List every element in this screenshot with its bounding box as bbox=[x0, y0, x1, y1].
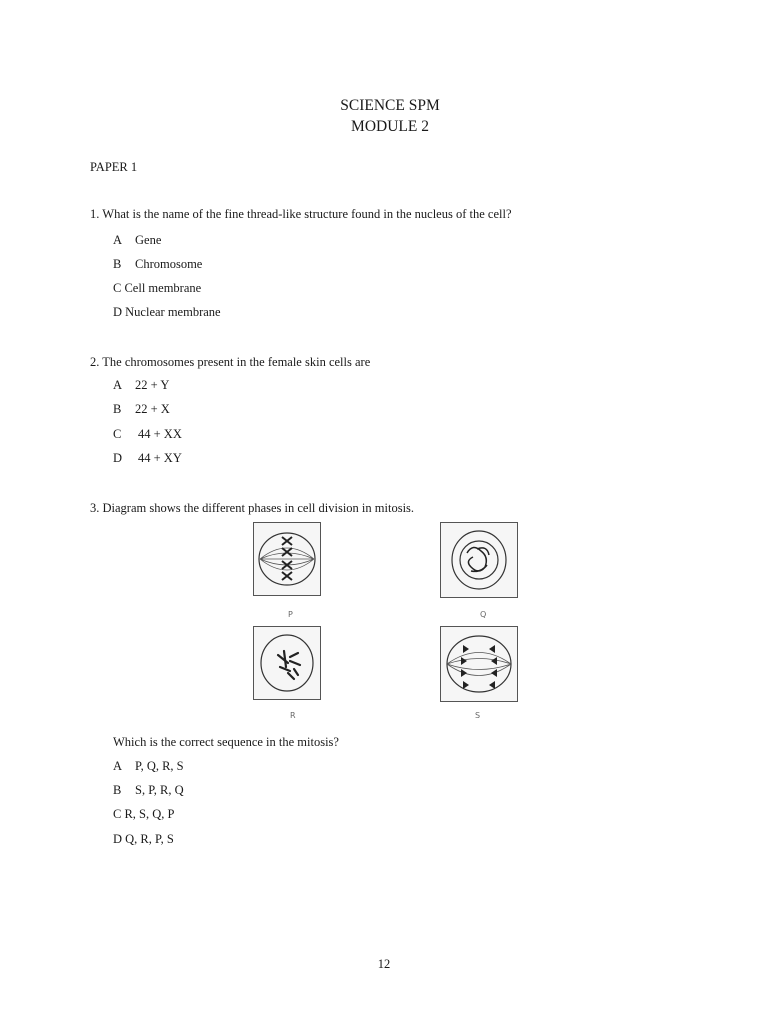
prophase-drawing bbox=[441, 523, 517, 597]
option-text: 22 + X bbox=[135, 402, 170, 416]
option-text: 22 + Y bbox=[135, 378, 170, 392]
q2-option-c bbox=[113, 427, 182, 442]
option-letter: B bbox=[113, 402, 122, 416]
cell-r-image bbox=[253, 626, 321, 700]
option-letter: A bbox=[113, 233, 123, 247]
option-letter: B bbox=[113, 257, 122, 271]
option-letter: D bbox=[113, 832, 123, 846]
q1-option-c bbox=[113, 281, 201, 296]
q3-option-b bbox=[113, 783, 184, 798]
paper-label: PAPER 1 bbox=[90, 160, 138, 174]
option-letter: D bbox=[113, 451, 123, 465]
document-title: SCIENCE SPM bbox=[340, 97, 440, 114]
q3-option-a bbox=[113, 759, 184, 774]
metaphase-drawing bbox=[254, 523, 320, 595]
page-number: 12 bbox=[377, 957, 391, 971]
q3-option-c bbox=[113, 807, 175, 822]
cell-p-image bbox=[253, 522, 321, 596]
option-text: S, P, R, Q bbox=[135, 783, 184, 797]
option-letter: B bbox=[113, 783, 122, 797]
option-text: Gene bbox=[135, 233, 162, 247]
q1-option-d bbox=[113, 305, 221, 320]
option-letter: A bbox=[113, 378, 123, 392]
q1-option-b bbox=[113, 257, 202, 272]
figure-label-q: Q bbox=[480, 610, 487, 619]
question-3: 3. Diagram shows the different phases in cell division in mitosis. bbox=[90, 501, 415, 515]
option-text: Nuclear membrane bbox=[125, 305, 221, 319]
option-text: 44 + XX bbox=[138, 427, 182, 441]
option-letter: A bbox=[113, 759, 123, 773]
q2-option-d bbox=[113, 451, 182, 466]
option-text: P, Q, R, S bbox=[135, 759, 184, 773]
option-text: Q, R, P, S bbox=[125, 832, 174, 846]
option-letter: D bbox=[113, 305, 123, 319]
mitosis-diagram bbox=[250, 518, 520, 724]
q2-option-a bbox=[113, 378, 169, 393]
document-subtitle: MODULE 2 bbox=[351, 118, 429, 135]
option-letter: C bbox=[113, 427, 122, 441]
question-2: 2. The chromosomes present in the female skin cells are bbox=[90, 355, 371, 369]
cell-s-image bbox=[440, 626, 518, 702]
q3-option-d bbox=[113, 832, 174, 847]
figure-label-s: S bbox=[475, 711, 481, 720]
option-text: R, S, Q, P bbox=[124, 807, 175, 821]
chromosome-drawing bbox=[254, 627, 320, 699]
q1-option-a bbox=[113, 233, 161, 248]
option-text: Chromosome bbox=[135, 257, 203, 271]
option-letter: C bbox=[113, 807, 122, 821]
cell-q-image bbox=[440, 522, 518, 598]
question-1: 1. What is the name of the fine thread-like structure found in the nucleus of the cell? bbox=[90, 207, 512, 221]
option-text: Cell membrane bbox=[124, 281, 202, 295]
q2-option-b bbox=[113, 402, 170, 417]
option-text: 44 + XY bbox=[138, 451, 182, 465]
figure-label-p: P bbox=[288, 610, 293, 619]
anaphase-drawing bbox=[441, 627, 517, 701]
question-3-prompt: Which is the correct sequence in the mitosis? bbox=[113, 735, 339, 749]
option-letter: C bbox=[113, 281, 122, 295]
figure-label-r: R bbox=[290, 711, 296, 720]
